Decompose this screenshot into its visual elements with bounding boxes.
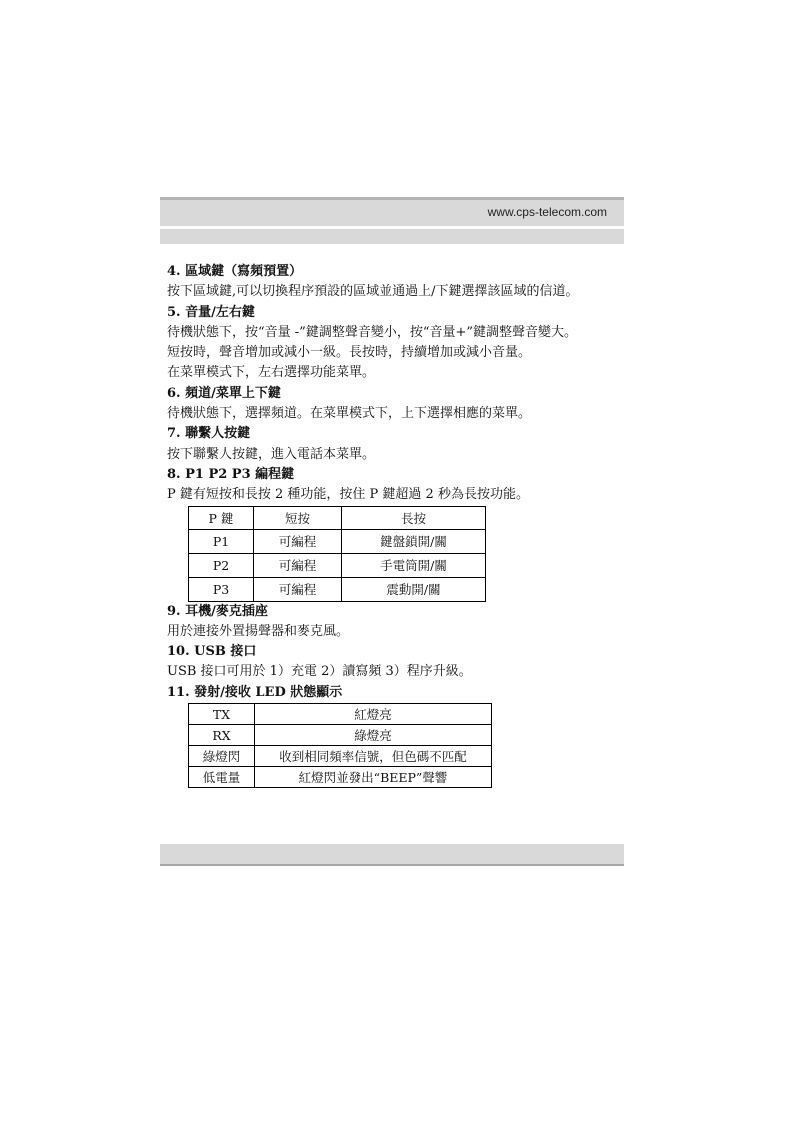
section-10-text: USB 接口可用於 1）充電 2）讀寫頻 3）程序升級。: [167, 664, 472, 680]
table-header-row: [189, 506, 486, 529]
led-status-table: [188, 703, 492, 788]
table-header-cell: 長按: [342, 506, 486, 529]
section-4-text: 按下區域鍵,可以切換程序預設的區域並通過上/下鍵選擇該區域的信道。: [167, 284, 579, 300]
table-row: [189, 704, 492, 725]
page-footer: [160, 844, 624, 866]
footer-bottom-rule: [160, 864, 624, 866]
header-top-rule: [160, 197, 624, 200]
table-cell: P3: [189, 577, 254, 601]
section-9-title: 9. 耳機/麥克插座: [167, 603, 268, 619]
section-11-title: 11. 發射/接收 LED 狀態顯示: [167, 684, 343, 700]
table-row: [189, 577, 486, 601]
table-cell: 鍵盤鎖開/關: [342, 529, 486, 553]
table-cell: 綠燈閃: [189, 746, 255, 767]
section-8-title: 8. P1 P2 P3 編程鍵: [167, 466, 295, 482]
section-5-text-2: 短按時，聲音增加或減小一級。長按時，持續增加或減小音量。: [167, 345, 532, 361]
section-9-text: 用於連接外置揚聲器和麥克風。: [167, 623, 350, 639]
site-url: www.cps-telecom.com: [487, 205, 607, 219]
table-row: [189, 767, 492, 788]
page-header: [160, 197, 624, 244]
section-10-title: 10. USB 接口: [167, 644, 257, 660]
section-7-title: 7. 聯繫人按鍵: [167, 426, 251, 442]
header-divider: [160, 226, 624, 229]
table-row: [189, 529, 486, 553]
table-cell: 震動開/關: [342, 577, 486, 601]
table-cell: RX: [189, 725, 255, 746]
table-cell: 可編程: [254, 553, 342, 577]
table-cell: 紅燈閃並發出“BEEP”聲響: [255, 767, 492, 788]
section-4-title: 4. 區域鍵（寫頻預置）: [167, 264, 303, 279]
section-6-title: 6. 頻道/菜單上下鍵: [167, 385, 281, 401]
table-row: [189, 553, 486, 577]
section-6-text: 待機狀態下，選擇頻道。在菜單模式下，上下選擇相應的菜單。: [167, 406, 532, 422]
table-cell: 綠燈亮: [255, 725, 492, 746]
table-cell: P2: [189, 553, 254, 577]
section-5-title: 5. 音量/左右鍵: [167, 304, 255, 320]
table-header-cell: P 鍵: [189, 506, 254, 529]
section-8-text: P 鍵有短按和長按 2 種功能，按住 P 鍵超過 2 秒為長按功能。: [167, 487, 529, 503]
section-7-text: 按下聯繫人按鍵，進入電話本菜單。: [167, 446, 376, 462]
table-cell: P1: [189, 529, 254, 553]
table-cell: 低電量: [189, 767, 255, 788]
p-key-table: [188, 506, 486, 602]
table-cell: 可編程: [254, 577, 342, 601]
table-row: [189, 725, 492, 746]
table-cell: 可編程: [254, 529, 342, 553]
section-5-text-3: 在菜單模式下，左右選擇功能菜單。: [167, 365, 376, 381]
section-5-text-1: 待機狀態下，按“音量 -”鍵調整聲音變小，按“音量+”鍵調整聲音變大。: [167, 324, 578, 340]
table-cell: 手電筒開/關: [342, 553, 486, 577]
table-row: [189, 746, 492, 767]
document-body: [167, 262, 637, 788]
table-header-cell: 短按: [254, 506, 342, 529]
table-cell: 收到相同頻率信號，但色碼不匹配: [255, 746, 492, 767]
table-cell: TX: [189, 704, 255, 725]
table-cell: 紅燈亮: [255, 704, 492, 725]
